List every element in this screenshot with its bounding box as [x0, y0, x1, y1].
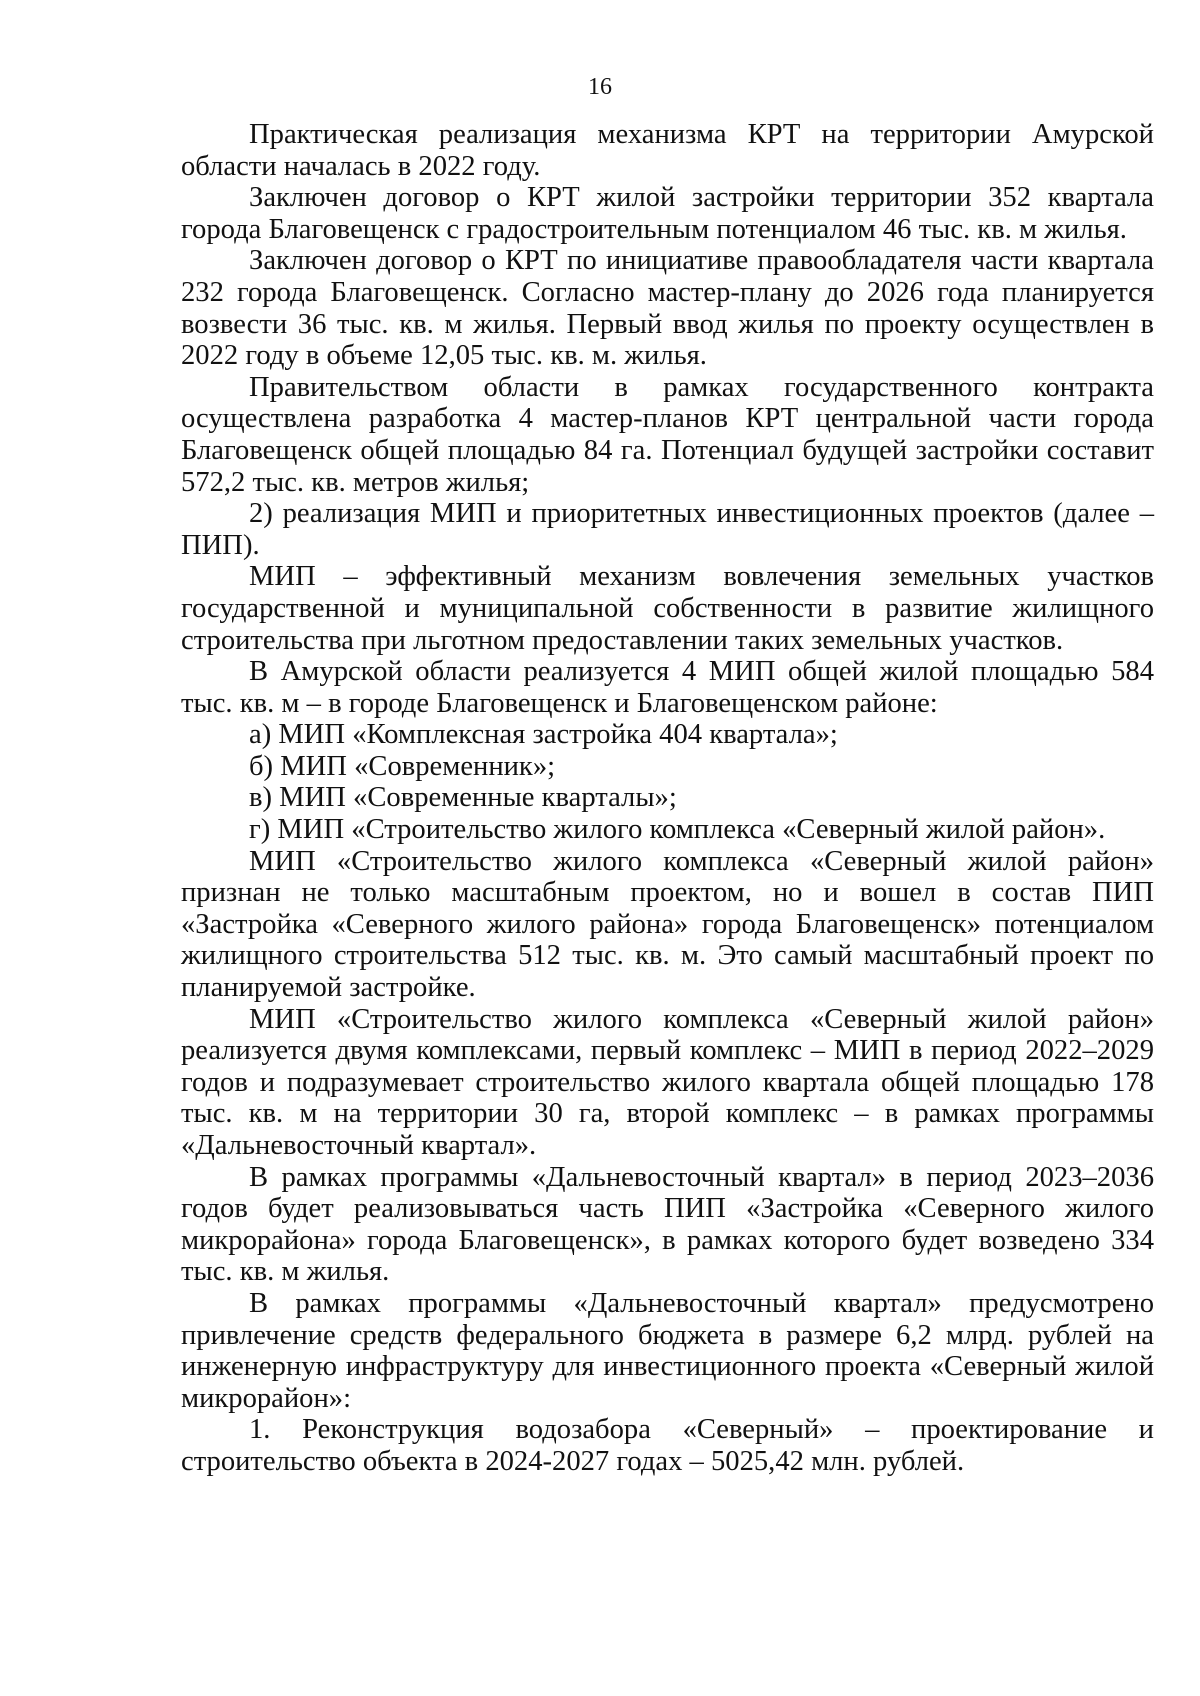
paragraph: В рамках программы «Дальневосточный квартал» предусмотрено привлечение средств федерального бюджета в размере 6,2 млрд. рублей на инженерную инфраструктуру для инвестиционного проекта «Северный жилой микрорайон»: — [181, 1287, 1154, 1414]
paragraph: МИП «Строительство жилого комплекса «Северный жилой район» реализуется двумя комплексами, первый комплекс – МИП в период 2022–2029 годов и подразумевает строительство жилого квартала общей площадью 178 тыс. кв. м на территории 30 га, второй комплекс – в рамках программы «Дальневосточный квартал». — [181, 1003, 1154, 1161]
list-item: б) МИП «Современник»; — [249, 750, 556, 782]
paragraph: МИП «Строительство жилого комплекса «Северный жилой район» признан не только масштабным проектом, но и вошел в состав ПИП «Застройка «Северного жилого района» города Благовещенск» потенциалом жилищного строительства 512 тыс. кв. м. Это самый масштабный проект по планируемой застройке. — [181, 845, 1154, 1004]
numbered-item: 1. Реконструкция водозабора «Северный» – проектирование и строительство объекта в 2024-2027 годах – 5025,42 млн. рублей. — [181, 1414, 1154, 1477]
paragraph: В Амурской области реализуется 4 МИП общей жилой площадью 584 тыс. кв. м – в городе Благовещенск и Благовещенском районе: — [181, 656, 1154, 719]
page-number: 16 — [588, 74, 612, 100]
paragraph: В рамках программы «Дальневосточный квартал» в период 2023–2036 годов будет реализовываться часть ПИП «Застройка «Северного жилого микрорайона» города Благовещенск», в рамках которого будет возведено 334 тыс. кв. м жилья. — [181, 1161, 1154, 1288]
paragraph: Заключен договор о КРТ по инициативе правообладателя части квартала 232 города Благовещенск. Согласно мастер-плану до 2026 года планируется возвести 36 тыс. кв. м жилья. Первый ввод жилья по проекту осуществлен в 2022 году в объеме 12,05 тыс. кв. м. жилья. — [181, 245, 1154, 372]
document-body — [181, 119, 1154, 1478]
paragraph: Правительством области в рамках государственного контракта осуществлена разработка 4 мастер-планов КРТ центральной части города Благовещенск общей площадью 84 га. Потенциал будущей застройки составит 572,2 тыс. кв. метров жилья; — [181, 371, 1154, 498]
paragraph: Практическая реализация механизма КРТ на территории Амурской области началась в 2022 году. — [181, 119, 1154, 182]
paragraph: 2) реализация МИП и приоритетных инвестиционных проектов (далее – ПИП). — [181, 498, 1154, 561]
list-item: а) МИП «Комплексная застройка 404 квартала»; — [249, 719, 838, 751]
list-item: в) МИП «Современные кварталы»; — [249, 782, 677, 814]
list-item: г) МИП «Строительство жилого комплекса «Северный жилой район». — [249, 814, 1106, 846]
paragraph: Заключен договор о КРТ жилой застройки территории 352 квартала города Благовещенск с градостроительным потенциалом 46 тыс. кв. м жилья. — [181, 182, 1154, 245]
paragraph: МИП – эффективный механизм вовлечения земельных участков государственной и муниципальной собственности в развитие жилищного строительства при льготном предоставлении таких земельных участков. — [181, 561, 1154, 656]
